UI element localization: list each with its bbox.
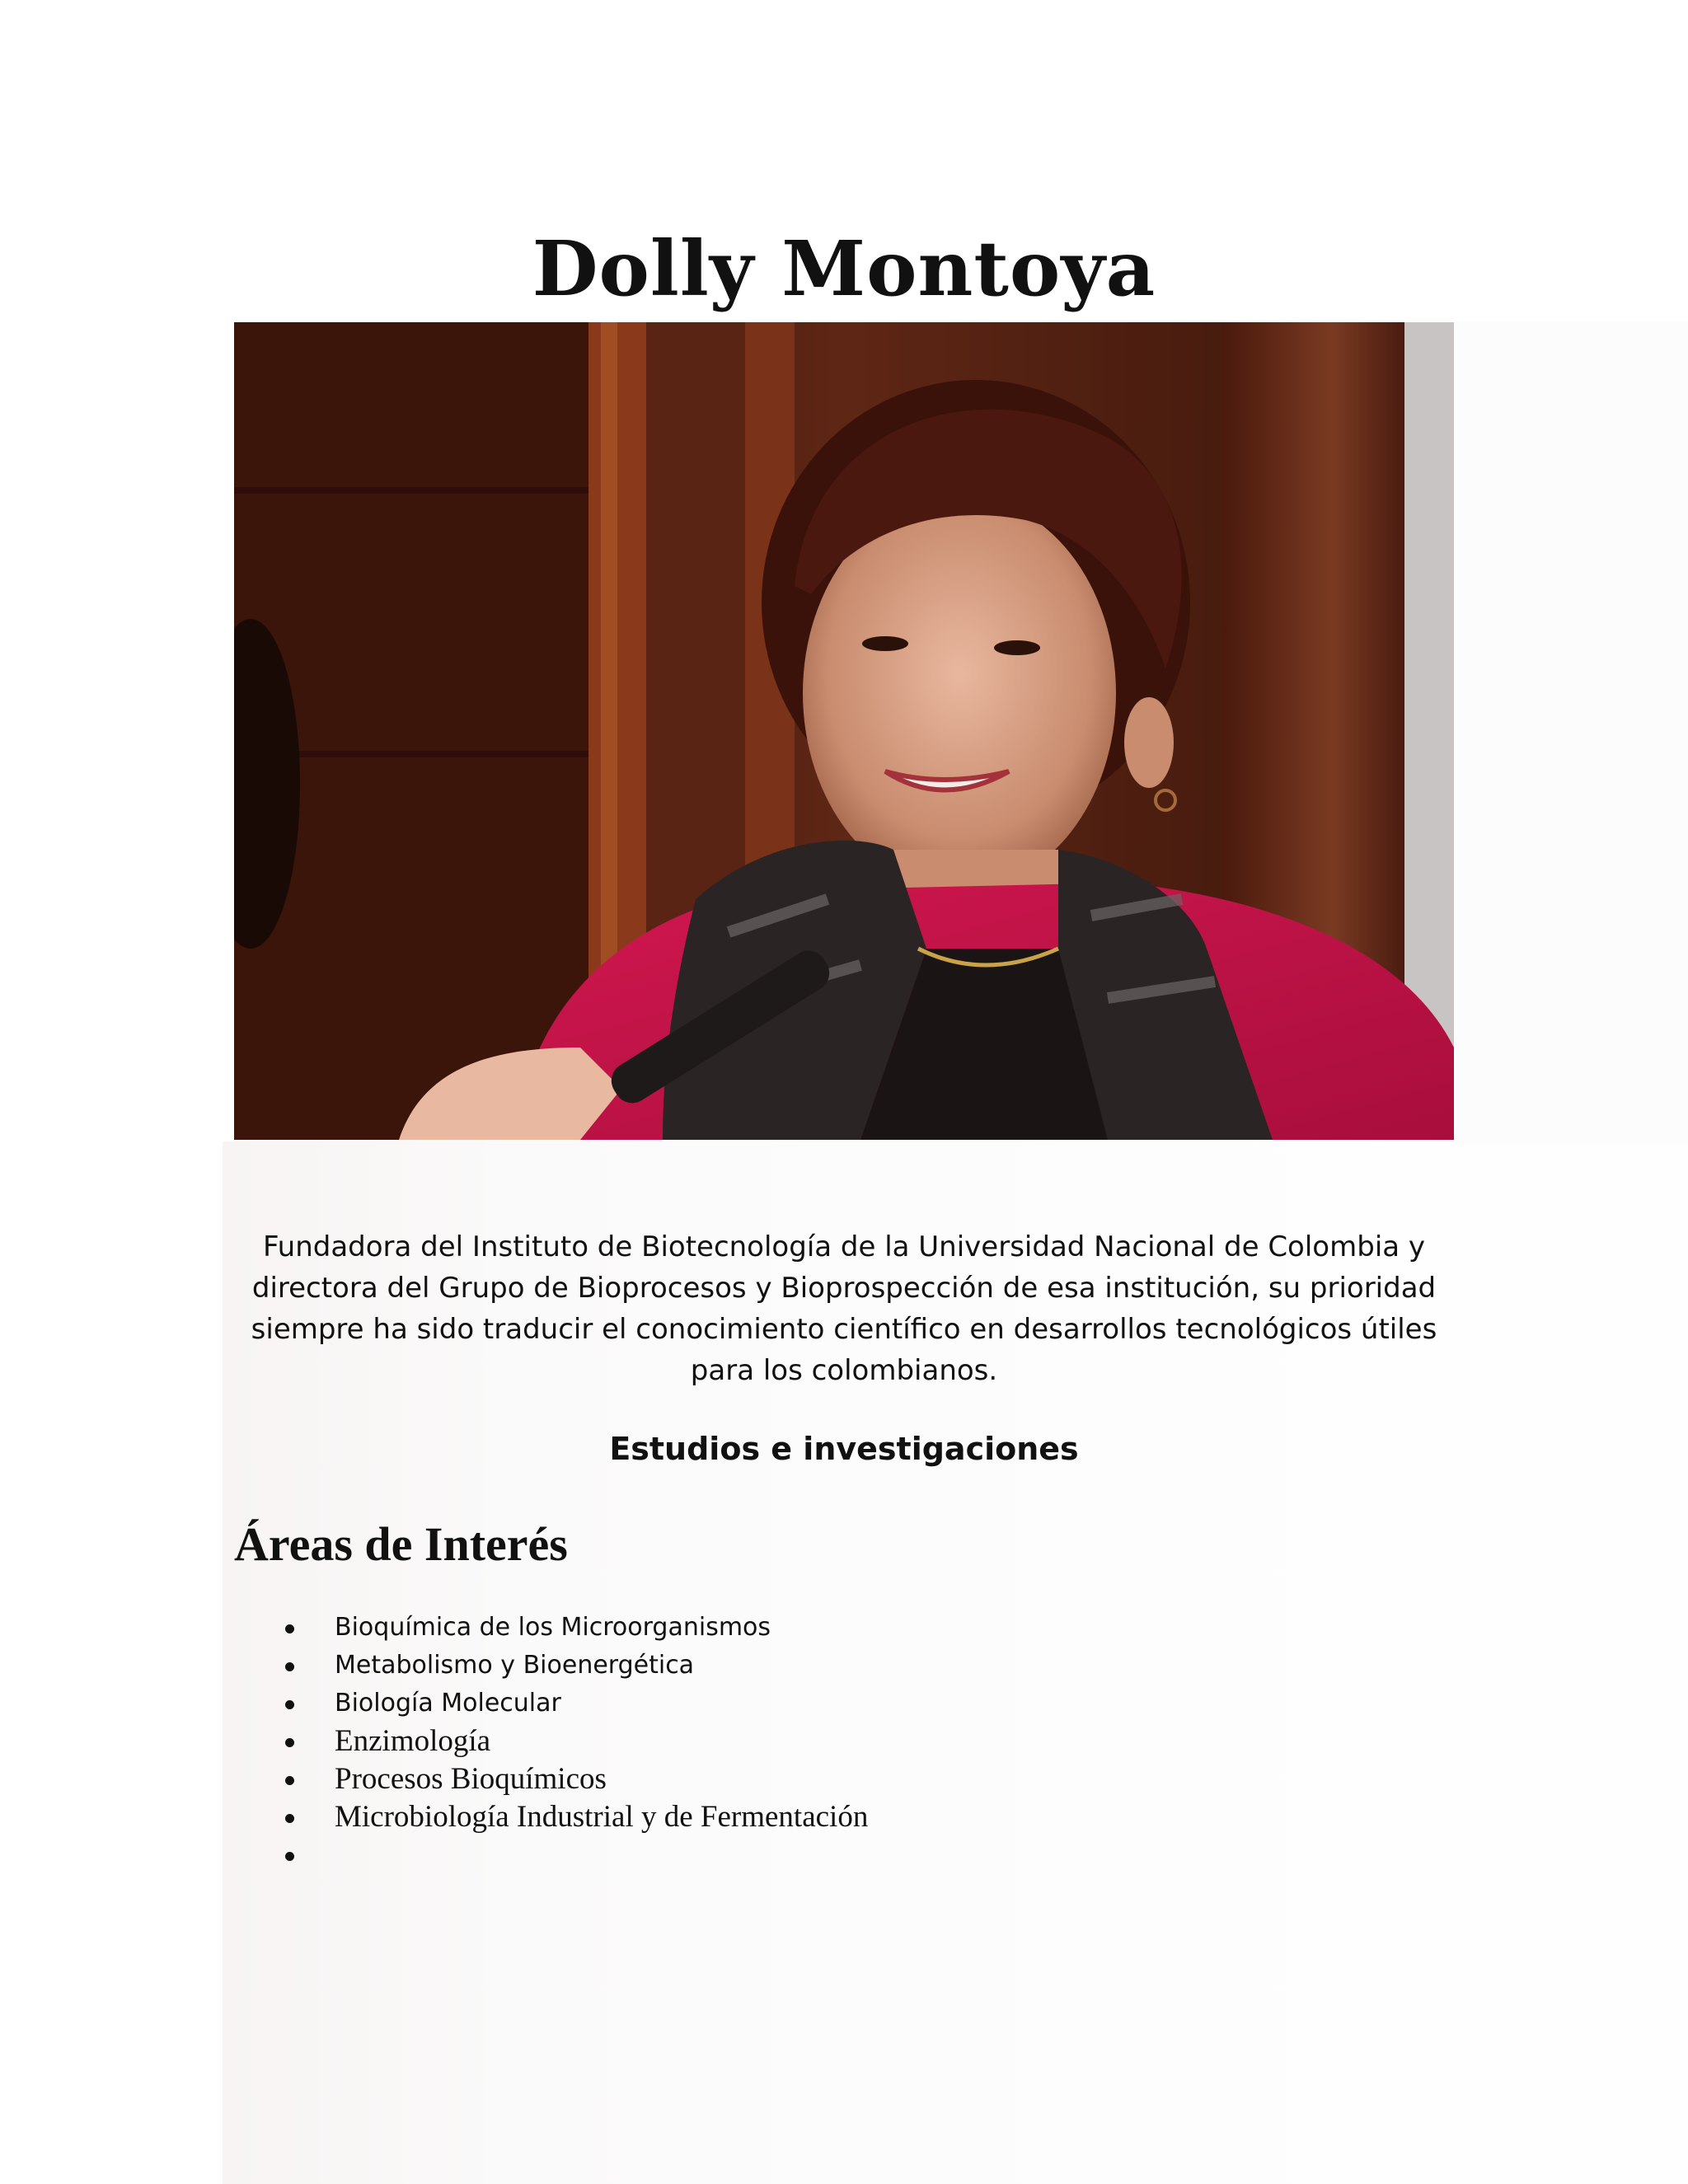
intro-paragraph: Fundadora del Instituto de Biotecnología de la Universidad Nacional de Colombia y directora del Grupo de Bioprocesos y Bioprospección de esa institución, su prioridad siempre ha sido traducir el conocimiento científico en desarrollos tecnológicos útiles para los colombianos. — [251, 1230, 1437, 1387]
areas-heading: Áreas de Interés — [234, 1517, 568, 1571]
list-item: Metabolismo y Bioenergética — [280, 1647, 868, 1685]
list-item: Procesos Bioquímicos — [280, 1760, 868, 1798]
page-background-tint-right — [1455, 321, 1688, 1146]
list-item: Bioquímica de los Microorganismos — [280, 1609, 868, 1647]
list-item: Microbiología Industrial y de Fermentación — [280, 1798, 868, 1836]
section-heading: Estudios e investigaciones — [609, 1431, 1079, 1467]
list-item: Biología Molecular — [280, 1685, 868, 1722]
list-item — [280, 1836, 868, 1874]
list-item: Enzimología — [280, 1722, 868, 1760]
page-title: Dolly Montoya — [532, 224, 1156, 313]
portrait-photo — [234, 322, 1454, 1140]
areas-list — [280, 1609, 868, 1874]
